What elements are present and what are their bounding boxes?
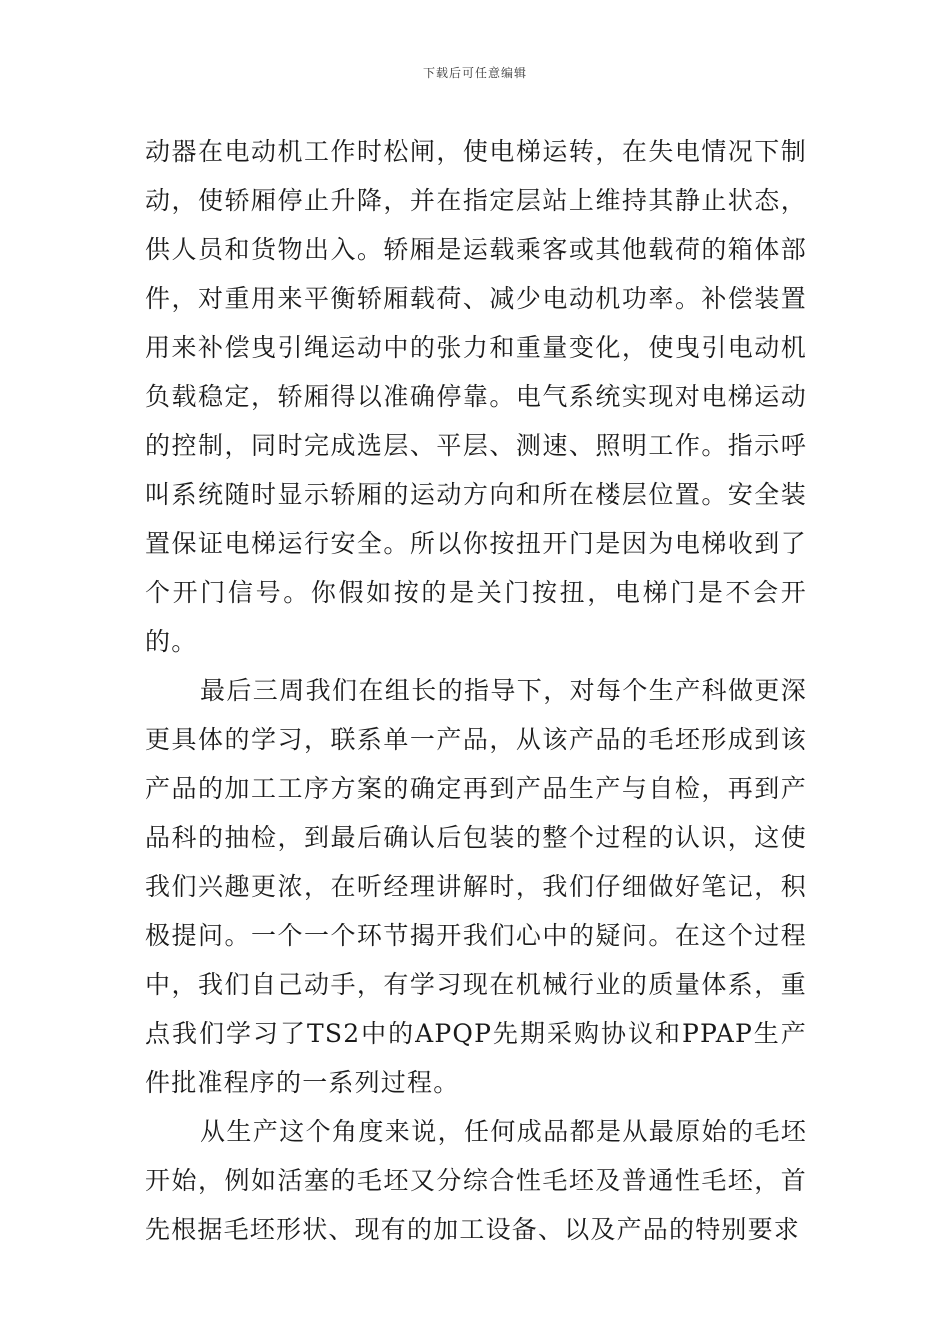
page-header: 下载后可任意编辑 <box>422 66 527 80</box>
body-text <box>145 127 807 1254</box>
paragraph-2: 最后三周我们在组长的指导下，对每个生产科做更深更具体的学习，联系单一产品，从该产品的毛坯形成到该产品的加工工序方案的确定再到产品生产与自检，再到产品科的抽检，到最后确认后包装的整个过程的认识，这使我们兴趣更浓，在听经理讲解时，我们仔细做好笔记，积极提问。一个一个环节揭开我们心中的疑问。在这个过程中，我们自己动手，有学习现在机械行业的质量体系，重点我们学习了TS2中的APQP先期采购协议和PPAP生产件批准程序的一系列过程。 <box>145 676 807 1097</box>
paragraph-1: 动器在电动机工作时松闸，使电梯运转，在失电情况下制动，使轿厢停止升降，并在指定层站上维持其静止状态，供人员和货物出入。轿厢是运载乘客或其他载荷的箱体部件，对重用来平衡轿厢载荷、减少电动机功率。补偿装置用来补偿曳引绳运动中的张力和重量变化，使曳引电动机负载稳定，轿厢得以准确停靠。电气系统实现对电梯运动的控制，同时完成选层、平层、测速、照明工作。指示呼叫系统随时显示轿厢的运动方向和所在楼层位置。安全装置保证电梯运行安全。所以你按扭开门是因为电梯收到了个开门信号。你假如按的是关门按扭，电梯门是不会开的。 <box>145 137 807 656</box>
paragraph-3: 从生产这个角度来说，任何成品都是从最原始的毛坯开始，例如活塞的毛坯又分综合性毛坯及普通性毛坯，首先根据毛坯形状、现有的加工设备、以及产品的特别要求 <box>145 1117 807 1244</box>
